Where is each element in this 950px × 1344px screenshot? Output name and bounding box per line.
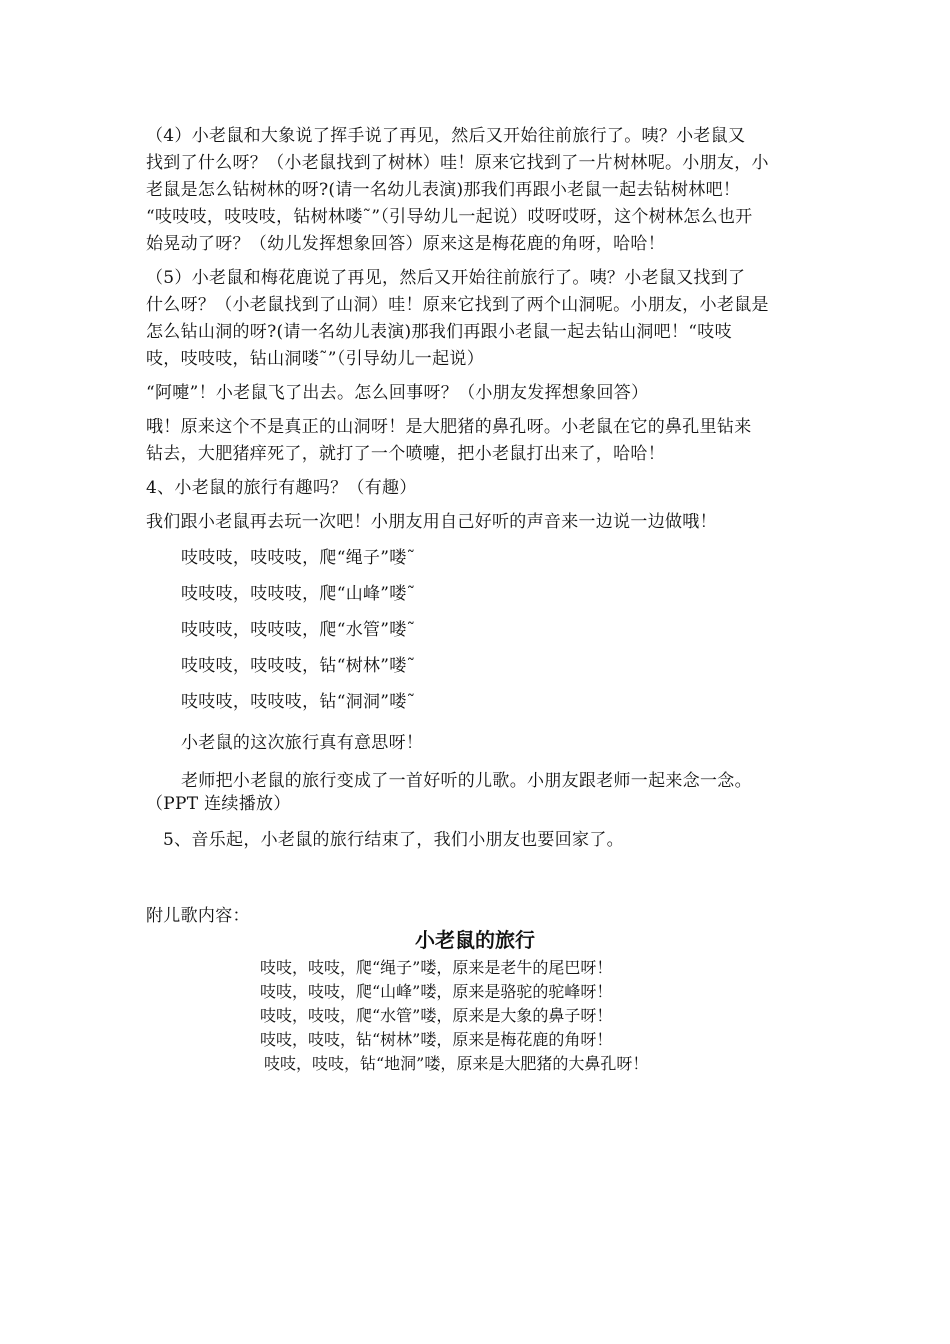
song-line: 吱吱，吱吱，钻“树林”喽，原来是梅花鹿的角呀！ — [260, 1030, 613, 1049]
text-line: 什么呀？（小老鼠找到了山洞）哇！原来它找到了两个山洞呢。小朋友，小老鼠是 — [146, 295, 769, 315]
text-line: 怎么钻山洞的呀?(请一名幼儿表演)那我们再跟小老鼠一起去钻山洞吧！“吱吱 — [146, 322, 732, 342]
song-line: 吱吱，吱吱，钻“地洞”喽，原来是大肥猪的大鼻孔呀！ — [264, 1054, 649, 1073]
text-line: 找到了什么呀？（小老鼠找到了树林）哇！原来它找到了一片树林呢。小朋友，小 — [146, 153, 769, 173]
text-line: （4）小老鼠和大象说了挥手说了再见，然后又开始往前旅行了。咦？小老鼠又 — [146, 126, 746, 146]
teacher-instruction: 老师把小老鼠的旅行变成了一首好听的儿歌。小朋友跟老师一起来念一念。 — [181, 771, 752, 791]
chant-line: 吱吱吱，吱吱吱，爬“山峰”喽˜ — [181, 584, 416, 604]
text-line: 吱，吱吱吱，钻山洞喽˜”（引导幼儿一起说） — [146, 349, 484, 369]
teacher-instruction-ppt: （PPT 连续播放） — [146, 794, 291, 814]
song-line: 吱吱，吱吱，爬“山峰”喽，原来是骆驼的驼峰呀！ — [260, 982, 613, 1001]
step-5: 5、音乐起，小老鼠的旅行结束了，我们小朋友也要回家了。 — [163, 830, 624, 850]
step-4-invite: 我们跟小老鼠再去玩一次吧！小朋友用自己好听的声音来一边说一边做哦！ — [146, 512, 717, 532]
text-line: （5）小老鼠和梅花鹿说了再见，然后又开始往前旅行了。咦？小老鼠又找到了 — [146, 268, 746, 288]
chant-line: 吱吱吱，吱吱吱，钻“树林”喽˜ — [181, 656, 416, 676]
chant-closing: 小老鼠的这次旅行真有意思呀！ — [181, 733, 424, 753]
song-line: 吱吱，吱吱，爬“水管”喽，原来是大象的鼻子呀！ — [260, 1006, 613, 1025]
song-title: 小老鼠的旅行 — [415, 928, 535, 952]
text-line: 钻去，大肥猪痒死了，就打了一个喷嚏，把小老鼠打出来了，哈哈！ — [146, 444, 665, 464]
song-line: 吱吱，吱吱，爬“绳子”喽，原来是老牛的尾巴呀！ — [260, 958, 613, 977]
step-4-question: 4、小老鼠的旅行有趣吗？（有趣） — [146, 478, 417, 498]
text-line: 老鼠是怎么钻树林的呀?(请一名幼儿表演)那我们再跟小老鼠一起去钻树林吧！ — [146, 180, 741, 200]
chant-line: 吱吱吱，吱吱吱，爬“水管”喽˜ — [181, 620, 416, 640]
appendix-label: 附儿歌内容： — [146, 906, 250, 926]
text-line: 哦！原来这个不是真正的山洞呀！是大肥猪的鼻孔呀。小老鼠在它的鼻孔里钻来 — [146, 417, 752, 437]
paragraph-sneeze: “阿嚏”！小老鼠飞了出去。怎么回事呀？（小朋友发挥想象回答） — [146, 383, 649, 403]
chant-line: 吱吱吱，吱吱吱，爬“绳子”喽˜ — [181, 548, 416, 568]
chant-line: 吱吱吱，吱吱吱，钻“洞洞”喽˜ — [181, 692, 416, 712]
text-line: “吱吱吱，吱吱吱，钻树林喽˜”（引导幼儿一起说）哎呀哎呀，这个树林怎么也开 — [146, 207, 753, 227]
text-line: 始晃动了呀？（幼儿发挥想象回答）原来这是梅花鹿的角呀，哈哈！ — [146, 234, 665, 254]
